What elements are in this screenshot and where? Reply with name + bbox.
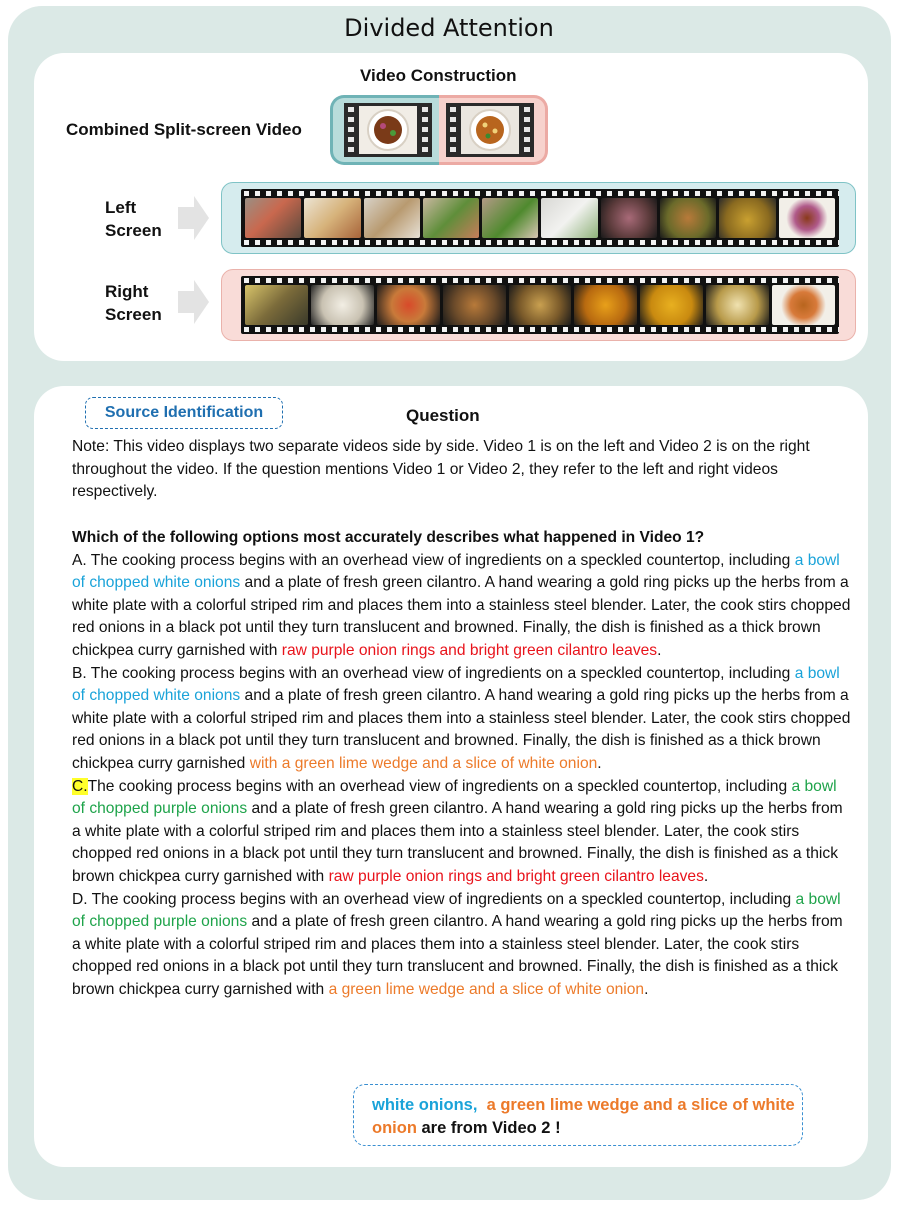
option-c-onion: a bowl of chopped purple onions (72, 777, 837, 818)
option-a[interactable]: A. The cooking process begins with an overhead view of ingredients on a speckled countertop, including a bowl of chopped white onions and a plate of fresh green cilantro. A hand wearing a gold ring picks up the herbs from a white plate with a colorful striped rim and places them into a stainless steel blender. Later, the cook stirs chopped red onions in a black pot until they turn translucent and browned. Finally, the dish is finished as a thick brown chickpea curry garnished with raw purple onion rings and bright green cilantro leaves. (72, 551, 851, 659)
page-title: Divided Attention (344, 14, 554, 42)
combined-split-screen-video (330, 95, 548, 165)
video2-source-callout: white onions, a green lime wedge and a slice of white onion are from Video 2 ! (353, 1084, 803, 1146)
right-frame-8 (706, 285, 769, 325)
right-frame-5 (509, 285, 572, 325)
left-frame-3 (364, 198, 420, 238)
question-text: Which of the following options most accurately describes what happened in Video 1? (72, 529, 705, 546)
source-identification-tag: Source Identification (85, 397, 283, 429)
right-frame-9 (772, 285, 835, 325)
option-b[interactable]: B. The cooking process begins with an overhead view of ingredients on a speckled countertop, including a bowl of chopped white onions and a plate of fresh green cilantro. A hand wearing a gold ring picks up the herbs from a white plate with a colorful striped rim and places them into a stainless steel blender. Later, the cook stirs chopped red onions in a black pot until they turn translucent and browned. Finally, the dish is finished as a thick brown chickpea curry garnished with a green lime wedge and a slice of white onion. (72, 664, 851, 772)
option-a-garnish: raw purple onion rings and bright green cilantro leaves (281, 641, 658, 659)
right-screen-filmstrip (241, 276, 839, 334)
right-frame-6 (574, 285, 637, 325)
left-frame-9 (719, 198, 775, 238)
right-screen-label: Right Screen (105, 282, 162, 324)
arrow-right-icon (178, 196, 210, 240)
right-frame-7 (640, 285, 703, 325)
option-c-letter-highlight: C. (72, 777, 88, 795)
right-frame-1 (245, 285, 308, 325)
right-frame-3 (377, 285, 440, 325)
film-frame-icon (330, 95, 548, 165)
question-block (72, 527, 852, 1001)
combined-video-label: Combined Split-screen Video (66, 120, 302, 139)
left-frame-1 (245, 198, 301, 238)
left-frame-4 (423, 198, 479, 238)
video-construction-heading: Video Construction (360, 66, 517, 85)
option-b-onion: a bowl of chopped white onions (72, 664, 840, 705)
right-frame-4 (443, 285, 506, 325)
option-c[interactable]: C.The cooking process begins with an overhead view of ingredients on a speckled countertop, including a bowl of chopped purple onions and a plate of fresh green cilantro. A hand wearing a gold ring picks up the herbs from a white plate with a colorful striped rim and places them into a stainless steel blender. Later, the cook stirs chopped red onions in a black pot until they turn translucent and browned. Finally, the dish is finished as a thick brown chickpea curry garnished with raw purple onion rings and bright green cilantro leaves. (72, 777, 843, 885)
question-heading: Question (406, 406, 480, 425)
left-frame-2 (304, 198, 360, 238)
option-d[interactable]: D. The cooking process begins with an overhead view of ingredients on a speckled countertop, including a bowl of chopped purple onions and a plate of fresh green cilantro. A hand wearing a gold ring picks up the herbs from a white plate with a colorful striped rim and places them into a stainless steel blender. Later, the cook stirs chopped red onions in a black pot until they turn translucent and browned. Finally, the dish is finished as a thick brown chickpea curry garnished with a green lime wedge and a slice of white onion. (72, 890, 843, 998)
arrow-right-icon (178, 280, 210, 324)
left-frame-10 (779, 198, 835, 238)
option-d-garnish: a green lime wedge and a slice of white onion (328, 980, 645, 998)
right-frame-2 (311, 285, 374, 325)
option-d-onion: a bowl of chopped purple onions (72, 890, 841, 931)
note-text: Note: This video displays two separate videos side by side. Video 1 is on the left and Video 2 is on the right throughout the video. If the question mentions Video 1 or Video 2, they refer to the left and right videos respectively. (72, 438, 810, 501)
left-screen-filmstrip (241, 189, 839, 247)
left-frame-5 (482, 198, 538, 238)
left-frame-7 (601, 198, 657, 238)
option-a-onion: a bowl of chopped white onions (72, 551, 840, 592)
left-frame-8 (660, 198, 716, 238)
option-b-garnish: with a green lime wedge and a slice of white onion (249, 754, 598, 772)
left-frame-6 (541, 198, 597, 238)
option-c-garnish: raw purple onion rings and bright green cilantro leaves (328, 867, 704, 885)
left-screen-label: Left Screen (105, 198, 162, 240)
